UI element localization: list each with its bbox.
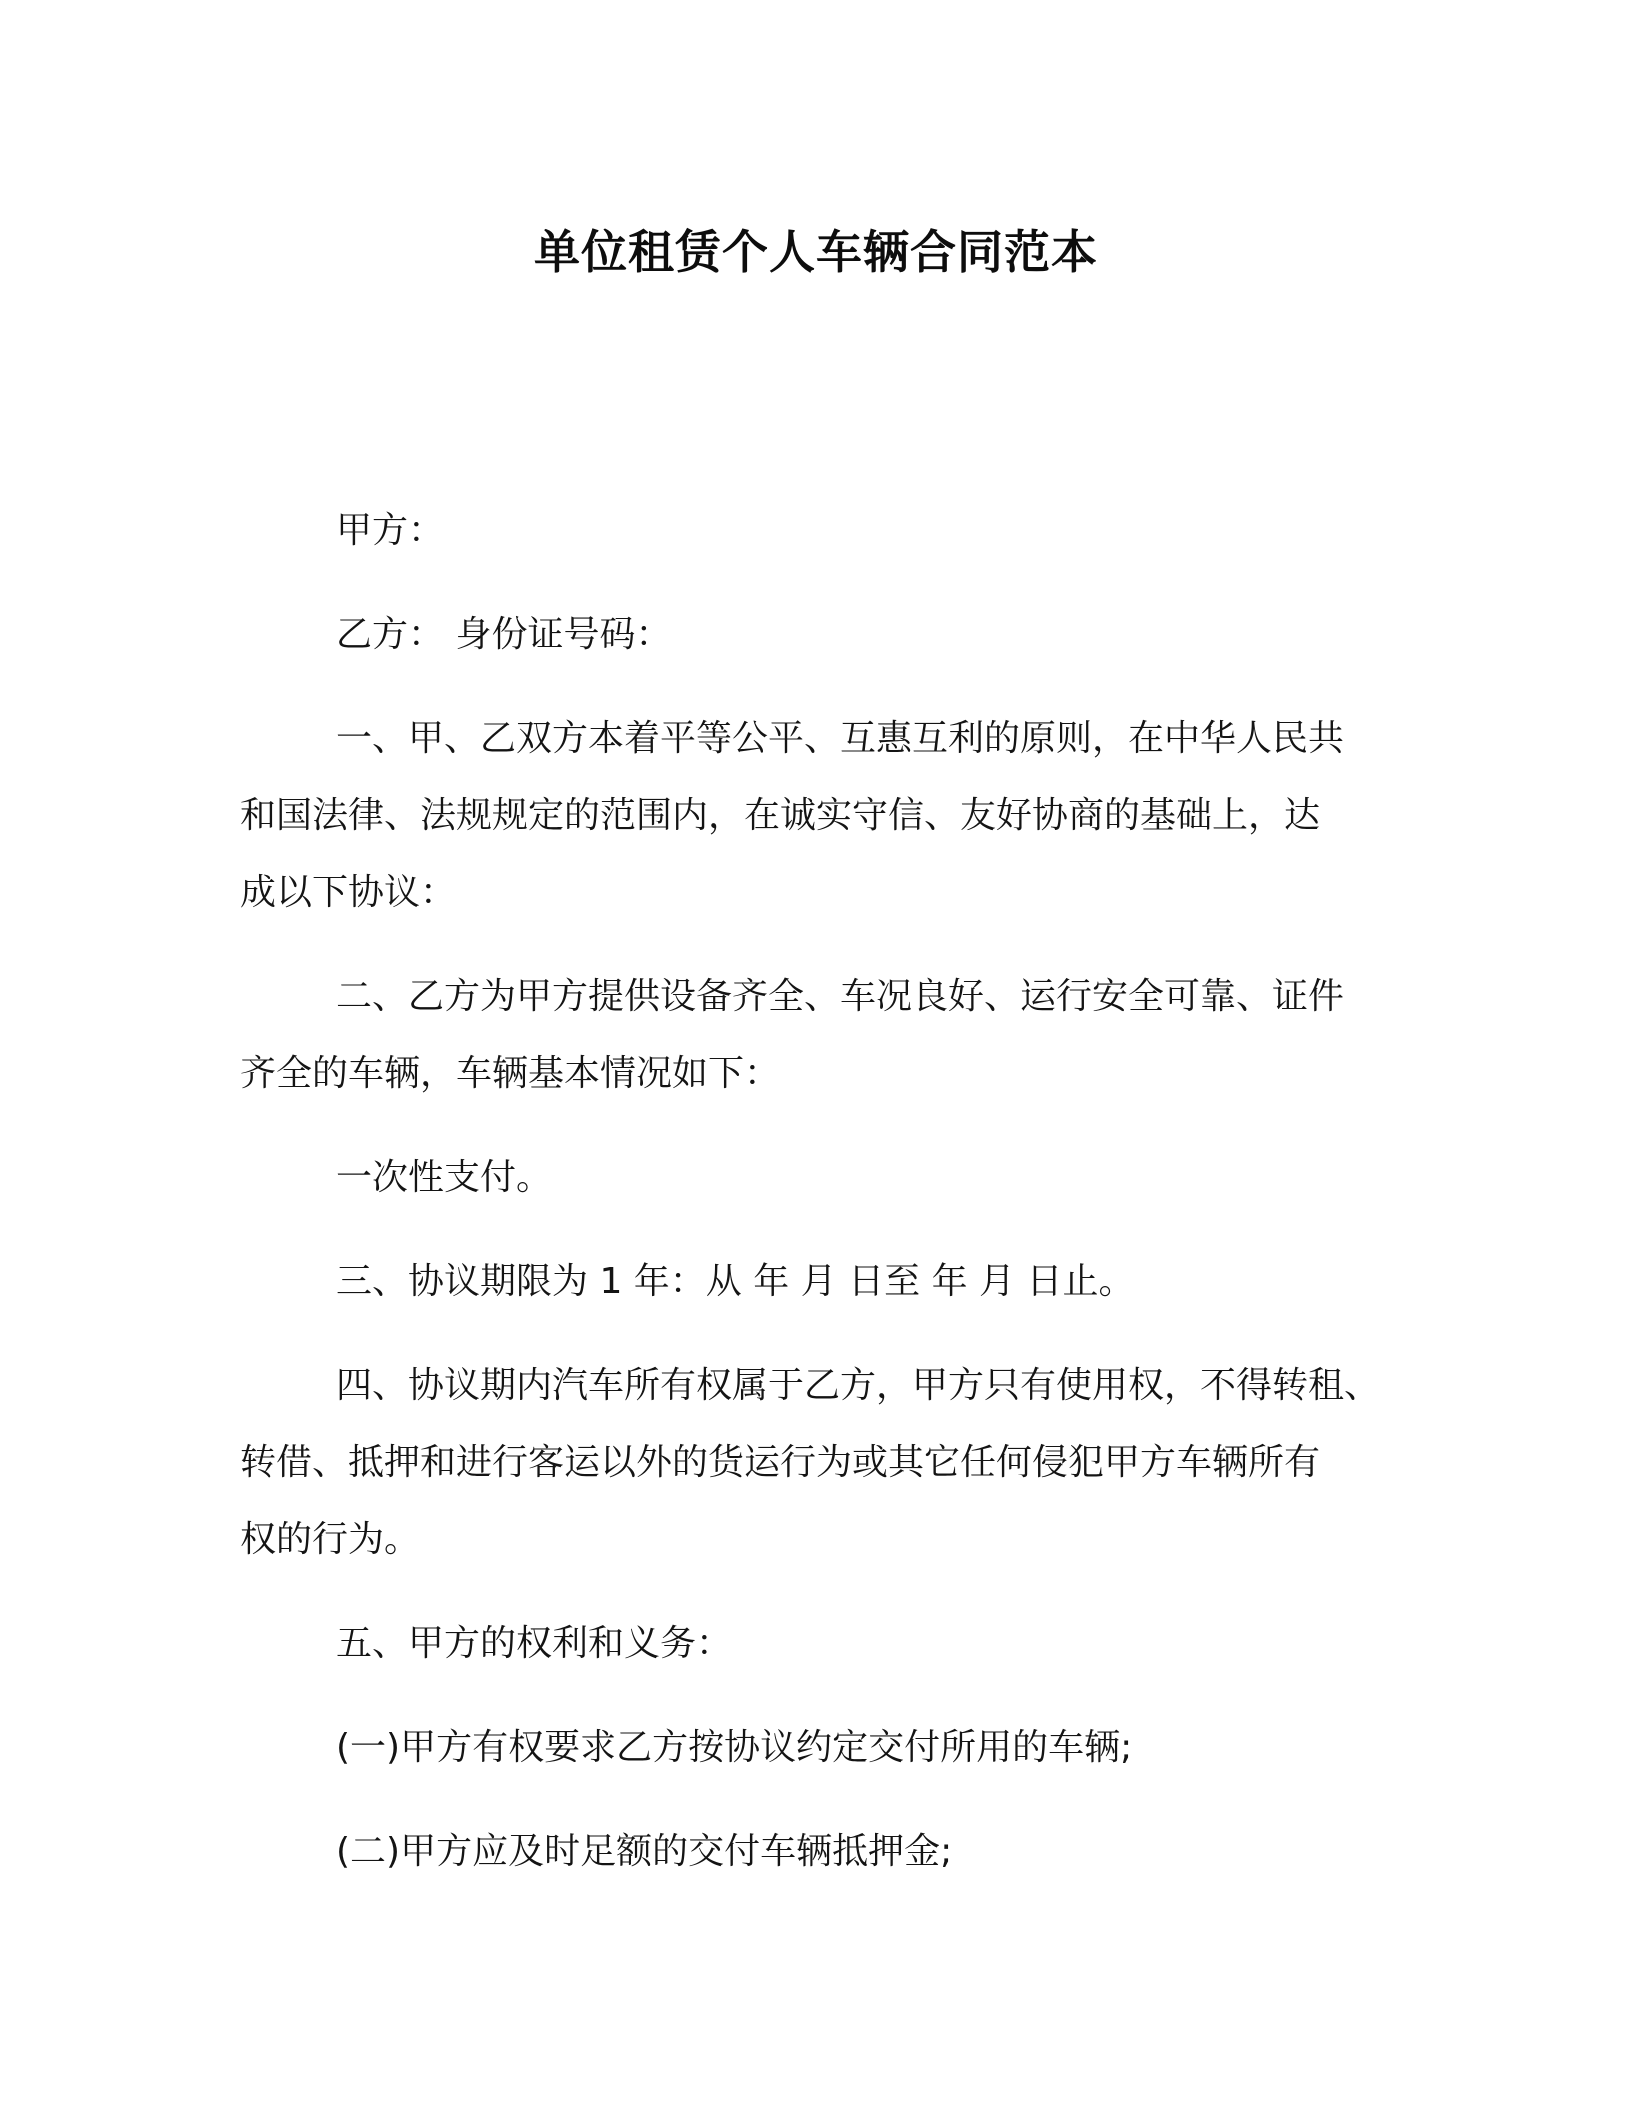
clause-3 [240,1243,1410,1320]
text-line: 和国法律、法规规定的范围内，在诚实守信、友好协商的基础上，达 [240,795,1321,836]
text-line: 三、协议期限为 1 年：从 年 月 日至 年 月 日止。 [336,1261,1135,1302]
text-line: 齐全的车辆，车辆基本情况如下： [240,1053,781,1094]
document-body [240,492,1410,1917]
clause-5-item-1 [240,1709,1410,1786]
text-line: 甲方： [336,510,445,551]
text-line: 转借、抵押和进行客运以外的货运行为或其它任何侵犯甲方车辆所有 [240,1442,1321,1483]
clause-4 [240,1347,1410,1578]
text-line: 四、协议期内汽车所有权属于乙方，甲方只有使用权，不得转租、 [336,1365,1381,1406]
text-line: 五、甲方的权利和义务： [336,1623,733,1664]
clause-1 [240,700,1410,931]
text-line: (二)甲方应及时足额的交付车辆抵押金; [336,1831,953,1872]
text-line: 权的行为。 [240,1519,421,1560]
text-line: 乙方： 身份证号码： [336,614,672,655]
text-line: 二、乙方为甲方提供设备齐全、车况良好、运行安全可靠、证件 [336,976,1345,1017]
party-a-line [240,492,1410,569]
payment-line [240,1139,1410,1216]
text-line: 一、甲、乙双方本着平等公平、互惠互利的原则，在中华人民共 [336,718,1345,759]
text-line: 成以下协议： [240,872,457,913]
text-line: 一次性支付。 [336,1157,553,1198]
clause-2 [240,958,1410,1112]
clause-5 [240,1605,1410,1682]
text-line: (一)甲方有权要求乙方按协议约定交付所用的车辆; [336,1727,1133,1768]
clause-5-item-2 [240,1813,1410,1890]
document-title: 单位租赁个人车辆合同范本 [534,225,1098,279]
party-b-line [240,596,1410,673]
